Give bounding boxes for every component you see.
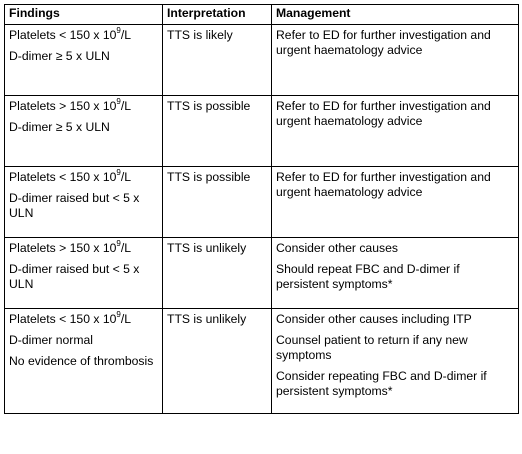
platelets-finding: Platelets > 150 x $10^9/L$	[9, 238, 132, 255]
table-row	[5, 309, 519, 414]
findings-line: D-dimer normal	[9, 333, 93, 347]
management-cell	[272, 167, 519, 238]
management-line: Should repeat FBC and D-dimer if persistent symptoms*	[276, 262, 460, 291]
table-header-row	[5, 5, 519, 25]
findings-line: D-dimer ≥ 5 x ULN	[9, 120, 110, 134]
findings-line: D-dimer ≥ 5 x ULN	[9, 49, 110, 63]
findings-line: No evidence of thrombosis	[9, 354, 154, 368]
findings-cell	[5, 238, 163, 309]
management-line: Refer to ED for further investigation and urgent haematology advice	[276, 99, 491, 128]
management-cell	[272, 309, 519, 414]
tts-findings-table	[4, 4, 519, 414]
management-line: Consider other causes	[276, 241, 398, 255]
management-cell	[272, 25, 519, 96]
header-management: Management	[272, 5, 519, 25]
management-cell	[272, 238, 519, 309]
findings-cell	[5, 96, 163, 167]
management-line: Counsel patient to return if any new symptoms	[276, 333, 468, 362]
management-cell	[272, 96, 519, 167]
platelets-finding: Platelets < 150 x $10^9/L$	[9, 167, 132, 184]
table-row	[5, 167, 519, 238]
findings-line: D-dimer raised but < 5 x ULN	[9, 191, 140, 220]
interpretation-cell: TTS is likely	[163, 25, 272, 96]
findings-line: D-dimer raised but < 5 x ULN	[9, 262, 140, 291]
interpretation-cell: TTS is possible	[163, 96, 272, 167]
interpretation-cell: TTS is unlikely	[163, 238, 272, 309]
management-line: Refer to ED for further investigation and urgent haematology advice	[276, 170, 491, 199]
table-row	[5, 238, 519, 309]
management-line: Consider repeating FBC and D-dimer if persistent symptoms*	[276, 369, 487, 398]
interpretation-cell: TTS is unlikely	[163, 309, 272, 414]
header-findings: Findings	[5, 5, 163, 25]
header-interpretation: Interpretation	[163, 5, 272, 25]
platelets-finding: Platelets > 150 x $10^9/L$	[9, 96, 132, 113]
platelets-finding: Platelets < 150 x $10^9/L$	[9, 25, 132, 42]
table-row	[5, 25, 519, 96]
findings-cell	[5, 25, 163, 96]
management-line: Consider other causes including ITP	[276, 312, 472, 326]
platelets-finding: Platelets < 150 x $10^9/L$	[9, 309, 132, 326]
interpretation-cell: TTS is possible	[163, 167, 272, 238]
findings-cell	[5, 309, 163, 414]
findings-cell	[5, 167, 163, 238]
table-row	[5, 96, 519, 167]
management-line: Refer to ED for further investigation and urgent haematology advice	[276, 28, 491, 57]
